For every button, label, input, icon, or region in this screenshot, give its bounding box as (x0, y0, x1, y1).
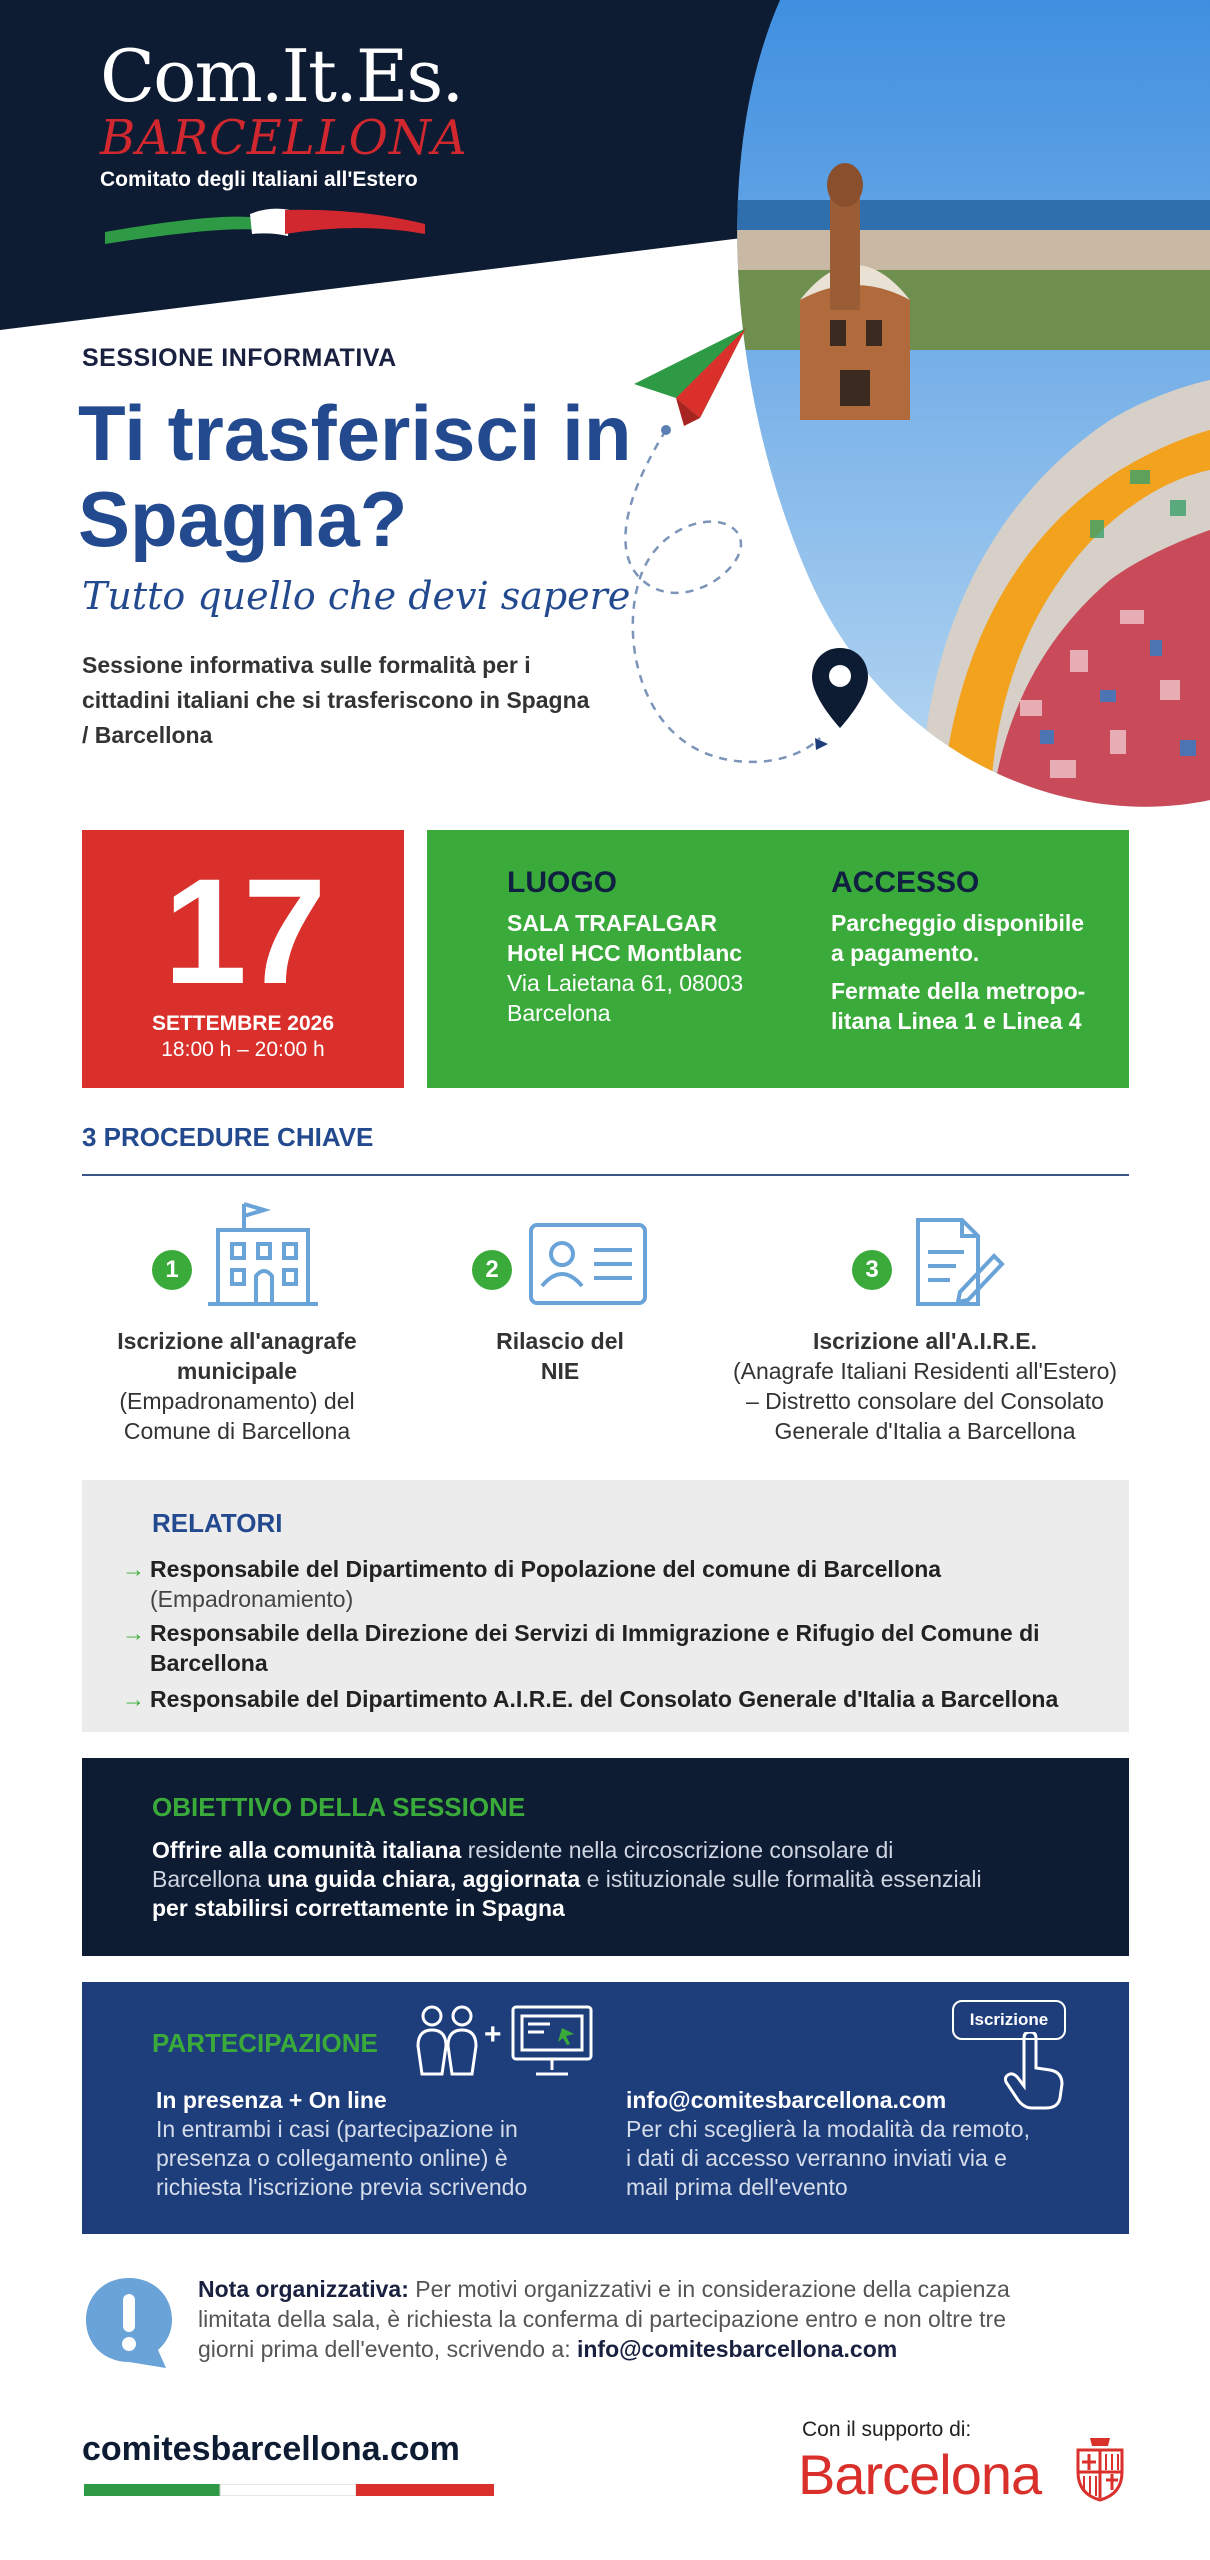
speaker-1-note: (Empadronamiento) (150, 1586, 354, 1612)
procedure-1-line2: Comune di Barcellona (123, 1418, 351, 1444)
procedure-1-title-line1: Iscrizione all'anagrafe (117, 1328, 357, 1354)
participation-right-column (626, 2086, 1106, 2202)
document-edit-icon (912, 1216, 1006, 1310)
procedure-3-line2: – Distretto consolare del Consolato (746, 1388, 1104, 1414)
italian-flag-bar (84, 2484, 494, 2496)
procedure-number-1: 1 (152, 1250, 192, 1290)
venue-access-box (427, 830, 1129, 1088)
objective-text-3: e istituzionale sulle formalità essenziali (580, 1866, 982, 1892)
event-date-box (82, 830, 404, 1088)
event-time: 18:00 h – 20:00 h (161, 1038, 325, 1061)
procedure-3-line3: Generale d'Italia a Barcellona (774, 1418, 1076, 1444)
computer-monitor-icon (510, 2004, 594, 2078)
logo-city: BARCELLONA (100, 110, 468, 166)
access-heading: ACCESSO (831, 866, 980, 899)
logo-title: Com.It.Es. (100, 34, 463, 118)
metro-line1: Fermate della metropo- (831, 978, 1086, 1004)
objective-bold-2: una guida chiara, aggiornata (267, 1866, 581, 1892)
objective-bold-1: Offrire alla comunità italiana (152, 1837, 462, 1863)
italian-flag-ribbon-icon (100, 204, 430, 244)
speaker-item-2 (122, 1618, 1102, 1678)
parking-line2: a pagamento. (831, 940, 980, 966)
note-text-2: limitata della sala, è richiesta la conferma di partecipazione entro e non oltre tre (198, 2306, 1006, 2332)
venue-address-line2: Barcelona (507, 1000, 611, 1026)
participation-email-link[interactable]: info@comitesbarcellona.com (626, 2087, 947, 2113)
venue-name: SALA TRAFALGAR (507, 910, 717, 936)
participation-box (82, 1982, 1129, 2234)
participation-left-line2: presenza o collegamento online) è (156, 2145, 508, 2171)
procedure-number-3: 3 (852, 1250, 892, 1290)
procedure-1-title-line2: municipale (176, 1358, 298, 1384)
participation-left-column (156, 2086, 576, 2202)
procedure-2-title-line2: NIE (540, 1358, 580, 1384)
access-column (831, 866, 1121, 1036)
plus-icon: + (484, 2018, 502, 2051)
participation-left-line1: In entrambi i casi (partecipazione in (156, 2116, 518, 2142)
paper-plane-icon (634, 328, 746, 426)
procedure-3-line1: (Anagrafe Italiani Residenti all'Estero) (732, 1358, 1118, 1384)
procedure-2-title-line1: Rilascio del (496, 1328, 624, 1354)
objective-text-2: Barcellona (152, 1866, 268, 1892)
barcelona-sponsor-logo: Barcelona (798, 2443, 1042, 2506)
event-day: 17 (163, 847, 323, 1015)
participation-right-line1: Per chi sceglierà la modalità da remoto, (626, 2116, 1030, 2142)
speaker-2-text-line1: Responsabile della Direzione dei Servizi di Immigrazione e Rifugio del Comune di (150, 1620, 1040, 1646)
location-pin-icon (808, 646, 872, 730)
signup-button[interactable]: Iscrizione (952, 2000, 1066, 2040)
intro-text: Sessione informativa sulle formalità per i cittadini italiani che si trasferiscono in Spagna / Barcellona (82, 652, 590, 748)
arrow-right-icon: → (122, 1556, 145, 1582)
speaker-1-text: Responsabile del Dipartimento di Popolazione del comune di Barcellona (150, 1556, 942, 1582)
participation-right-line3: mail prima dell'evento (626, 2174, 848, 2200)
arrow-right-icon: → (122, 1620, 145, 1646)
speaker-3-text: Responsabile del Dipartimento A.I.R.E. del Consolato Generale d'Italia a Barcellona (150, 1686, 1059, 1712)
procedure-2 (450, 1326, 670, 1386)
speaker-2-text-line2: Barcellona (150, 1650, 268, 1676)
participation-right-line2: i dati di accesso verranno inviati via e (626, 2145, 1007, 2171)
objective-title: OBIETTIVO DELLA SESSIONE (152, 1792, 526, 1822)
procedure-number-2: 2 (472, 1250, 512, 1290)
participation-left-line3: richiesta l'iscrizione previa scrivendo (156, 2174, 528, 2200)
organizational-note (198, 2274, 1098, 2364)
exclamation-speech-bubble-icon (82, 2274, 176, 2370)
objective-text-1: residente nella circoscrizione consolare di (461, 1837, 894, 1863)
people-icon (412, 2002, 482, 2078)
objective-box (82, 1758, 1129, 1956)
arrow-right-icon: → (122, 1686, 145, 1712)
website-link[interactable]: comitesbarcellona.com (82, 2430, 460, 2468)
procedure-3-title: Iscrizione all'A.I.R.E. (812, 1328, 1038, 1354)
procedures-divider (82, 1174, 1129, 1176)
note-label: Nota organizzativa: (198, 2276, 409, 2302)
procedures-title: 3 PROCEDURE CHIAVE (82, 1122, 374, 1152)
procedure-1-line1: (Empadronamento) del (119, 1388, 355, 1414)
parking-line1: Parcheggio disponibile (831, 910, 1085, 936)
metro-line2: litana Linea 1 e Linea 4 (831, 1008, 1082, 1034)
support-label: Con il supporto di: (802, 2418, 972, 2441)
logo-subtitle: Comitato degli Italiani all'Estero (100, 168, 418, 191)
comites-logo (100, 34, 468, 244)
speaker-item-3 (122, 1684, 1102, 1714)
town-hall-icon (204, 1200, 322, 1312)
procedure-3 (720, 1326, 1130, 1446)
note-text-3: giorni prima dell'evento, scrivendo a: (198, 2336, 577, 2362)
page-tagline: Tutto quello che devi sapere (82, 574, 631, 618)
event-month-year: SETTEMBRE 2026 (151, 1012, 335, 1035)
objective-bold-3: per stabilirsi correttamente in Spagna (152, 1895, 565, 1921)
objective-text (152, 1836, 1052, 1923)
event-kicker: SESSIONE INFORMATIVA (82, 344, 397, 372)
speakers-title: RELATORI (152, 1508, 283, 1538)
procedure-1 (82, 1326, 392, 1446)
venue-hotel: Hotel HCC Montblanc (507, 940, 743, 966)
participation-mode: In presenza + On line (156, 2087, 387, 2113)
note-email-link[interactable]: info@comitesbarcellona.com (576, 2336, 898, 2362)
id-card-icon (528, 1222, 648, 1306)
page-title: Ti trasferisci in Spagna? (78, 389, 632, 563)
speakers-box (82, 1480, 1129, 1732)
participation-title: PARTECIPAZIONE (152, 2028, 378, 2058)
venue-heading: LUOGO (507, 866, 617, 899)
barcelona-crest-icon (1072, 2432, 1128, 2502)
venue-address-line1: Via Laietana 61, 08003 (507, 970, 744, 996)
speaker-item-1 (122, 1554, 1102, 1614)
venue-column (507, 866, 807, 1028)
note-text-1: Per motivi organizzativi e in considerazione della capienza (408, 2276, 1010, 2302)
